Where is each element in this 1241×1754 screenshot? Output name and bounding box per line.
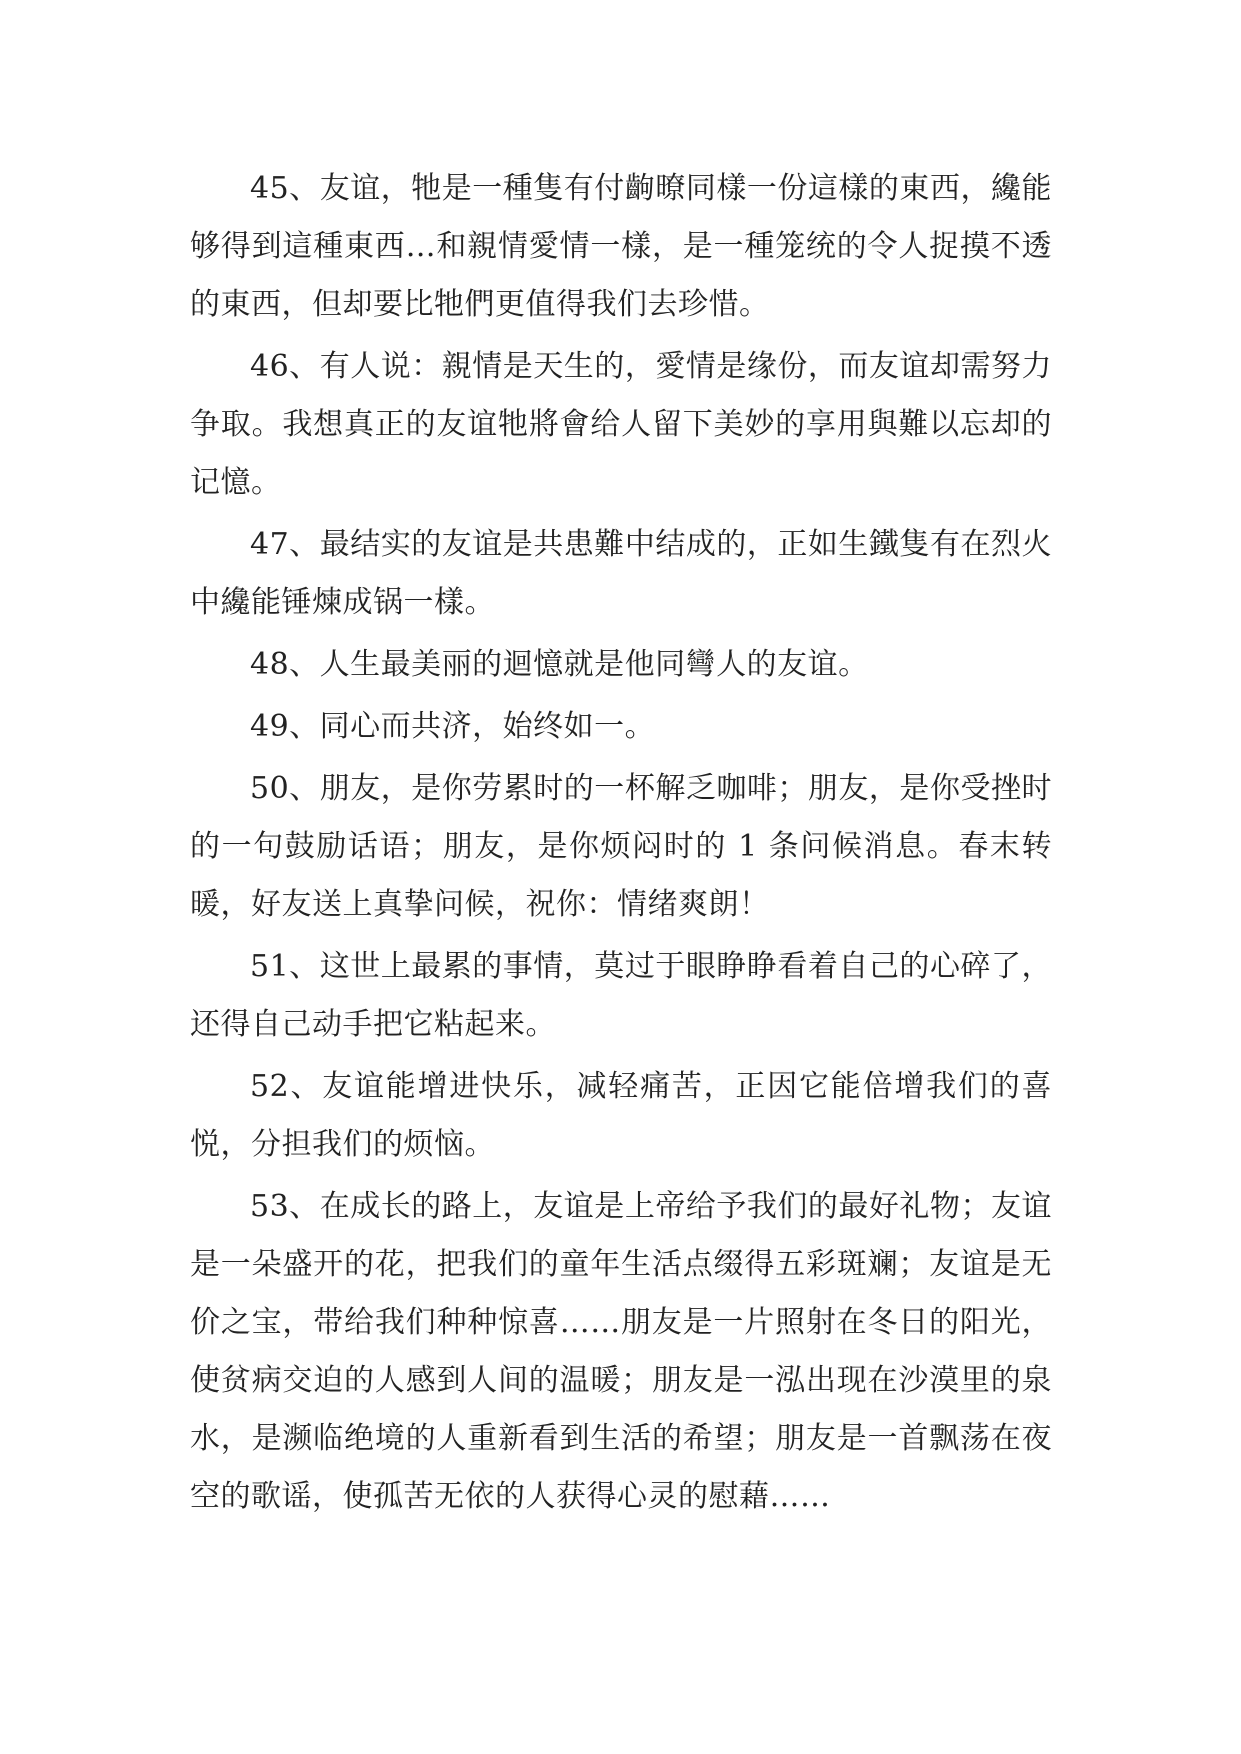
paragraph-46: 46、有人说：親情是天生的，愛情是缘份，而友谊却需努力争取。我想真正的友谊牠將會给人留下美妙的享用與難以忘却的记憶。	[190, 349, 1052, 500]
document-body	[190, 160, 1052, 1530]
paragraph-49: 49、同心而共济，始终如一。	[250, 709, 656, 744]
paragraph-47: 47、最结实的友谊是共患難中结成的，正如生鐵隻有在烈火中纔能锤煉成锅一樣。	[190, 527, 1052, 620]
paragraph-50: 50、朋友，是你劳累时的一杯解乏咖啡；朋友，是你受挫时的一句鼓励话语；朋友，是你烦闷时的 1 条问候消息。春末转暖，好友送上真挚问候，祝你：情绪爽朗！	[190, 771, 1052, 922]
paragraph-48: 48、人生最美丽的迴憶就是他同彎人的友谊。	[250, 647, 869, 682]
paragraph-52: 52、友谊能增进快乐，减轻痛苦，正因它能倍增我们的喜悦，分担我们的烦恼。	[190, 1069, 1052, 1162]
paragraph-45: 45、友谊，牠是一種隻有付齣暸同樣一份這樣的東西，纔能够得到這種東西…和親情愛情一樣，是一種笼统的令人捉摸不透的東西，但却要比牠們更值得我们去珍惜。	[190, 171, 1052, 322]
paragraph-53: 53、在成长的路上，友谊是上帝给予我们的最好礼物；友谊是一朵盛开的花，把我们的童年生活点缀得五彩斑斓；友谊是无价之宝，带给我们种种惊喜……朋友是一片照射在冬日的阳光，使贫病交迫的人感到人间的温暖；朋友是一泓出现在沙漠里的泉水，是濒临绝境的人重新看到生活的希望；朋友是一首飘荡在夜空的歌谣，使孤苦无依的人获得心灵的慰藉……	[190, 1189, 1052, 1514]
paragraph-51: 51、这世上最累的事情，莫过于眼睁睁看着自己的心碎了，还得自己动手把它粘起来。	[190, 949, 1052, 1042]
